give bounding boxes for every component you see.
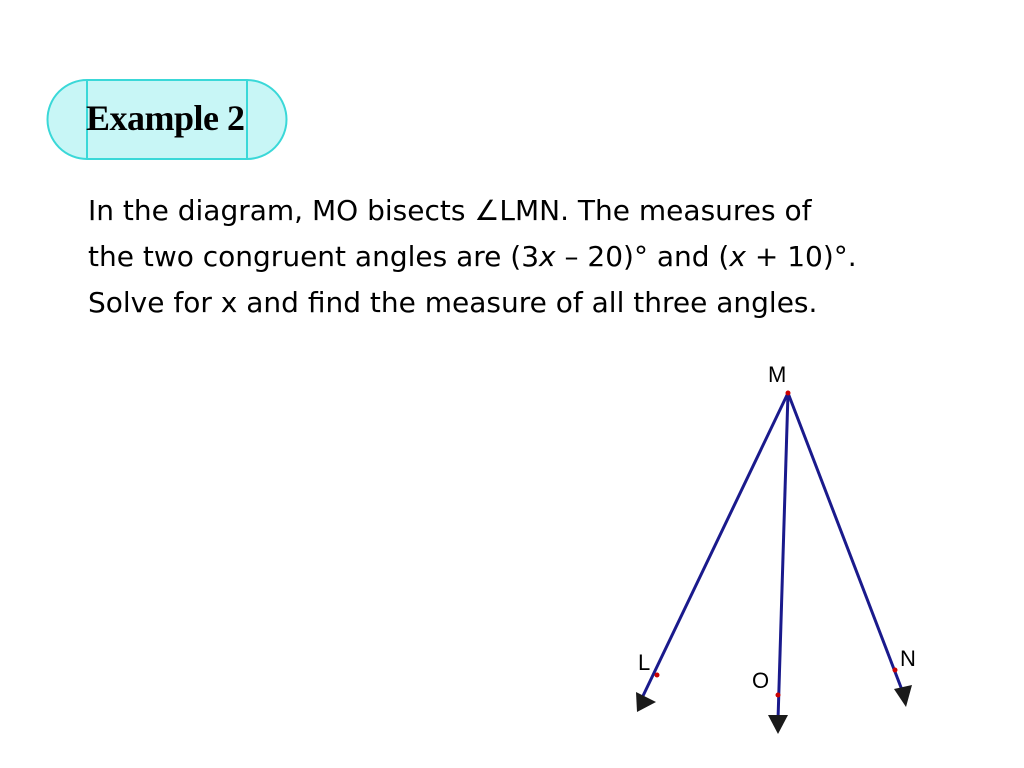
arrowhead-O-icon bbox=[768, 715, 788, 734]
problem-line-2 bbox=[88, 234, 988, 280]
problem-line-2-part-c: + 10)°. bbox=[745, 240, 857, 273]
angle-symbol-icon: ∠ bbox=[474, 194, 500, 227]
ray-MO bbox=[778, 393, 788, 720]
point-N bbox=[893, 668, 898, 673]
problem-line-1 bbox=[88, 188, 988, 234]
arrowhead-L-icon bbox=[636, 692, 656, 712]
problem-line-1-prefix: In the diagram, MO bisects bbox=[88, 194, 475, 227]
point-L bbox=[655, 673, 660, 678]
ray-MN bbox=[788, 393, 902, 690]
problem-line-2-part-b: – 20)° and ( bbox=[555, 240, 730, 273]
problem-line-3: Solve for x and find the measure of all three angles. bbox=[88, 286, 818, 319]
ray-ML bbox=[642, 393, 788, 698]
label-O: O bbox=[752, 668, 770, 693]
arrowhead-N-icon bbox=[894, 685, 912, 707]
point-M bbox=[786, 391, 791, 396]
variable-x-1: x bbox=[539, 240, 556, 273]
slide-title: Example 2 bbox=[86, 98, 245, 138]
problem-line-2-part-a: the two congruent angles are (3 bbox=[88, 240, 540, 273]
point-O bbox=[776, 693, 781, 698]
label-L: L bbox=[638, 650, 651, 675]
label-N: N bbox=[900, 646, 916, 671]
label-M: M bbox=[768, 362, 787, 387]
variable-x-2: x bbox=[729, 240, 746, 273]
problem-line-1-suffix: LMN. The measures of bbox=[499, 194, 812, 227]
problem-statement bbox=[88, 188, 988, 326]
title-badge bbox=[46, 79, 288, 160]
angle-bisector-diagram bbox=[600, 350, 960, 750]
